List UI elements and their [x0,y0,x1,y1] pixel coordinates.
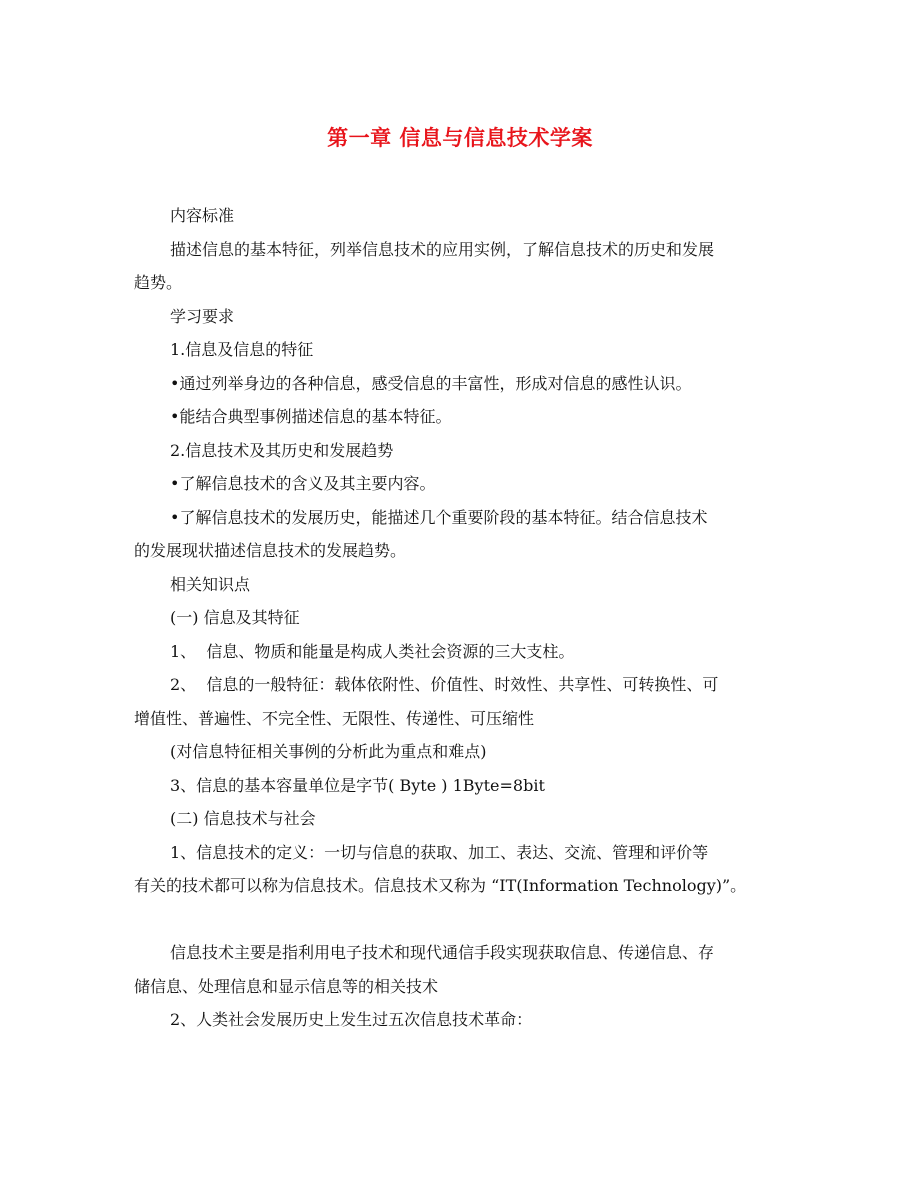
text-line: (一) 信息及其特征 [170,608,300,627]
text-line: 学习要求 [170,306,235,326]
page-title: 第一章 信息与信息技术学案 [327,125,593,150]
text-line: •通过列举身边的各种信息，感受信息的丰富性，形成对信息的感性认识。 [170,373,692,393]
text-line: •能结合典型事例描述信息的基本特征。 [170,407,452,426]
text-line: 的发展现状描述信息技术的发展趋势。 [134,541,407,560]
text-line: 储信息、处理信息和显示信息等的相关技术 [134,976,439,996]
text-line: 1、 信息、物质和能量是构成人类社会资源的三大支柱。 [170,641,575,661]
text-line: 2、 信息的一般特征：载体依附性、价值性、时效性、共享性、可转换性、可 [170,675,719,694]
text-line: 趋势。 [134,273,183,292]
blank-line [134,903,794,937]
text-line: 描述信息的基本特征，列举信息技术的应用实例，了解信息技术的历史和发展 [170,239,715,259]
text-line: (二) 信息技术与社会 [170,809,316,828]
text-line: 相关知识点 [170,574,251,594]
document-body [134,199,794,1037]
text-line: 3、信息的基本容量单位是字节( Byte ) 1Byte=8bit [170,775,545,795]
text-line: 信息技术主要是指利用电子技术和现代通信手段实现获取信息、传递信息、存 [170,943,715,962]
text-line: 有关的技术都可以称为信息技术。信息技术又称为 “IT(Information Technology)”。 [134,876,747,895]
text-line: •了解信息技术的含义及其主要内容。 [170,474,436,493]
text-line: 1.信息及信息的特征 [170,340,314,359]
text-line: 2、人类社会发展历史上发生过五次信息技术革命： [170,1010,533,1029]
text-line: (对信息特征相关事例的分析此为重点和难点) [170,742,487,761]
text-line: 1、信息技术的定义：一切与信息的获取、加工、表达、交流、管理和评价等 [170,842,709,862]
text-line: •了解信息技术的发展历史，能描述几个重要阶段的基本特征。结合信息技术 [170,507,708,527]
text-line: 2.信息技术及其历史和发展趋势 [170,440,394,460]
text-line: 内容标准 [170,206,235,225]
text-line: 增值性、普遍性、不完全性、无限性、传递性、可压缩性 [134,708,535,728]
